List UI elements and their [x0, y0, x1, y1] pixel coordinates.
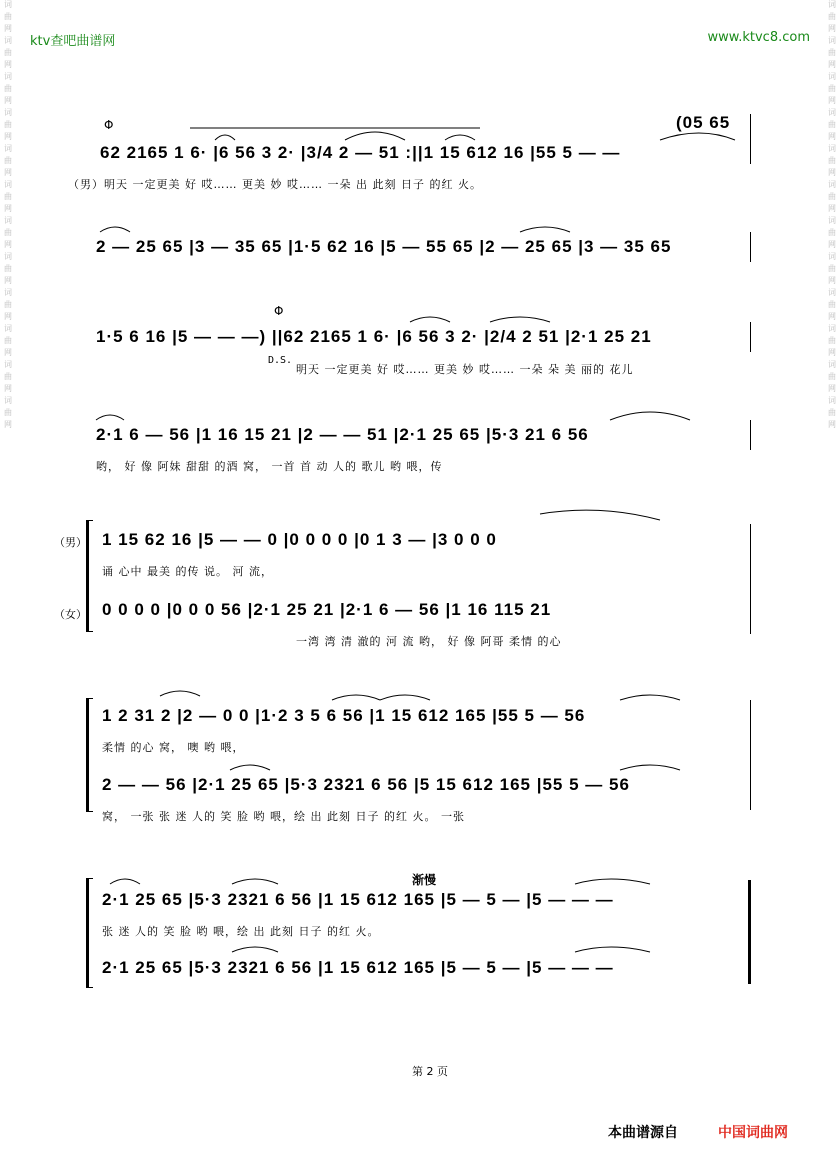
- watermark-char: 曲: [828, 192, 836, 201]
- watermark-char: 网: [4, 204, 12, 213]
- watermark-char: 网: [828, 348, 836, 357]
- watermark-char: 网: [828, 204, 836, 213]
- watermark-char: 曲: [4, 12, 12, 21]
- watermark-char: 网: [828, 420, 836, 429]
- watermark-char: 曲: [828, 372, 836, 381]
- system-1-lyrics: （男）明天 一定更美 好 哎…… 更美 妙 哎…… 一朵 出 此刻 日子 的红 火。: [68, 178, 482, 191]
- female-part-label: （女）: [54, 608, 87, 621]
- watermark-char: 网: [4, 132, 12, 141]
- watermark-char: 曲: [828, 264, 836, 273]
- watermark-char: 词: [828, 0, 836, 9]
- watermark-char: 曲: [4, 156, 12, 165]
- male-lyrics: 诵 心中 最美 的传 说。 河 流，: [102, 565, 273, 578]
- male-notes: 1 15 62 16 |5 — — 0 |0 0 0 0 |0 1 3 — |3 0 0 0: [102, 530, 497, 549]
- system-6-lower-lyrics: 窝， 一张 张 迷 人的 笑 脸 哟 喂，绘 出 此刻 日子 的红 火。 一张: [102, 810, 465, 823]
- watermark-char: 网: [4, 276, 12, 285]
- watermark-char: 词: [4, 360, 12, 369]
- site-url-right[interactable]: www.ktvc8.com: [707, 30, 810, 45]
- watermark-char: 词: [4, 72, 12, 81]
- system-3-lyrics: 明天 一定更美 好 哎…… 更美 妙 哎…… 一朵 朵 美 丽的 花儿: [296, 363, 634, 376]
- watermark-char: 网: [4, 420, 12, 429]
- watermark-char: 曲: [4, 300, 12, 309]
- system-4-lyrics: 哟， 好 像 阿妹 甜甜 的酒 窝， 一首 首 动 人的 歌儿 哟 喂，传: [96, 460, 443, 473]
- watermark-char: 词: [828, 288, 836, 297]
- coda-mark: Φ: [104, 118, 114, 132]
- system-6-upper-lyrics: 柔情 的心 窝， 噢 哟 喂，: [102, 741, 245, 754]
- watermark-char: 网: [4, 96, 12, 105]
- watermark-char: 网: [828, 276, 836, 285]
- watermark-char: 网: [828, 132, 836, 141]
- watermark-char: 词: [4, 216, 12, 225]
- coda-mark: Φ: [274, 304, 284, 318]
- watermark-char: 网: [828, 312, 836, 321]
- system-3-notes: 1·5 6 16 |5 — — —) ||62 2165 1 6· |6 56 3 2· |2/4 2 51 |2·1 25 21: [96, 327, 652, 346]
- watermark-char: 曲: [4, 192, 12, 201]
- system-6-upper-notes: 1 2 31 2 |2 — 0 0 |1·2 3 5 6 56 |1 15 612 165 |55 5 — 56: [102, 706, 586, 725]
- watermark-char: 词: [828, 180, 836, 189]
- system-1-notes: 62 2165 1 6· |6 56 3 2· |3/4 2 — 51 :||1 15 612 16 |55 5 — —: [100, 143, 621, 162]
- system-4-notes: 2·1 6 — 56 |1 16 15 21 |2 — — 51 |2·1 25 65 |5·3 21 6 56: [96, 425, 589, 444]
- ds-mark: D.S.: [268, 355, 293, 366]
- watermark-char: 词: [4, 288, 12, 297]
- watermark-char: 曲: [4, 48, 12, 57]
- watermark-char: 网: [828, 60, 836, 69]
- watermark-char: 网: [4, 384, 12, 393]
- watermark-char: 曲: [4, 408, 12, 417]
- watermark-char: 词: [828, 216, 836, 225]
- watermark-char: 曲: [828, 336, 836, 345]
- watermark-char: 网: [828, 240, 836, 249]
- watermark-char: 词: [828, 144, 836, 153]
- watermark-char: 词: [828, 396, 836, 405]
- male-part-label: （男）: [54, 536, 87, 549]
- watermark-char: 网: [828, 384, 836, 393]
- watermark-char: 网: [828, 96, 836, 105]
- watermark-char: 网: [4, 168, 12, 177]
- watermark-char: 词: [4, 396, 12, 405]
- female-lyrics: 一湾 湾 清 澈的 河 流 哟， 好 像 阿哥 柔情 的心: [296, 635, 562, 648]
- watermark-char: 曲: [4, 228, 12, 237]
- system-7-upper-notes: 2·1 25 65 |5·3 2321 6 56 |1 15 612 165 |5 — 5 — |5 — — —: [102, 890, 614, 909]
- watermark-char: 词: [4, 0, 12, 9]
- tempo-marking: 渐慢: [412, 873, 437, 887]
- site-name-left[interactable]: ktv查吧曲谱网: [30, 34, 116, 49]
- watermark-char: 词: [828, 108, 836, 117]
- watermark-char: 网: [4, 60, 12, 69]
- watermark-char: 曲: [828, 84, 836, 93]
- page-number: 第 2 页: [412, 1065, 448, 1078]
- watermark-char: 网: [4, 312, 12, 321]
- watermark-char: 词: [4, 324, 12, 333]
- watermark-char: 词: [4, 252, 12, 261]
- brand-link[interactable]: 中国词曲网: [718, 1125, 788, 1141]
- pickup-notes: (05 65: [676, 113, 731, 132]
- watermark-char: 词: [4, 108, 12, 117]
- watermark-char: 词: [4, 36, 12, 45]
- watermark-char: 词: [828, 360, 836, 369]
- watermark-char: 词: [4, 144, 12, 153]
- watermark-char: 曲: [828, 156, 836, 165]
- watermark-char: 网: [828, 168, 836, 177]
- watermark-char: 曲: [4, 120, 12, 129]
- watermark-char: 曲: [828, 12, 836, 21]
- watermark-char: 网: [4, 24, 12, 33]
- watermark-char: 词: [4, 180, 12, 189]
- watermark-char: 网: [4, 240, 12, 249]
- system-2-notes: 2 — 25 65 |3 — 35 65 |1·5 62 16 |5 — 55 65 |2 — 25 65 |3 — 35 65: [96, 237, 672, 256]
- watermark-char: 曲: [828, 228, 836, 237]
- watermark-char: 词: [828, 252, 836, 261]
- watermark-char: 词: [828, 36, 836, 45]
- watermark-char: 曲: [4, 336, 12, 345]
- watermark-char: 曲: [4, 264, 12, 273]
- watermark-char: 曲: [828, 48, 836, 57]
- watermark-char: 网: [4, 348, 12, 357]
- watermark-char: 曲: [828, 300, 836, 309]
- system-7-upper-lyrics: 张 迷 人的 笑 脸 哟 喂，绘 出 此刻 日子 的红 火。: [102, 925, 380, 938]
- source-label: 本曲谱源自: [608, 1125, 678, 1141]
- watermark-char: 曲: [828, 408, 836, 417]
- system-6-lower-notes: 2 — — 56 |2·1 25 65 |5·3 2321 6 56 |5 15 612 165 |55 5 — 56: [102, 775, 630, 794]
- watermark-char: 曲: [828, 120, 836, 129]
- system-7-lower-notes: 2·1 25 65 |5·3 2321 6 56 |1 15 612 165 |5 — 5 — |5 — — —: [102, 958, 614, 977]
- watermark-char: 曲: [4, 372, 12, 381]
- watermark-char: 网: [828, 24, 836, 33]
- watermark-char: 词: [828, 324, 836, 333]
- watermark-char: 曲: [4, 84, 12, 93]
- female-notes: 0 0 0 0 |0 0 0 56 |2·1 25 21 |2·1 6 — 56 |1 16 115 21: [102, 600, 552, 619]
- watermark-char: 词: [828, 72, 836, 81]
